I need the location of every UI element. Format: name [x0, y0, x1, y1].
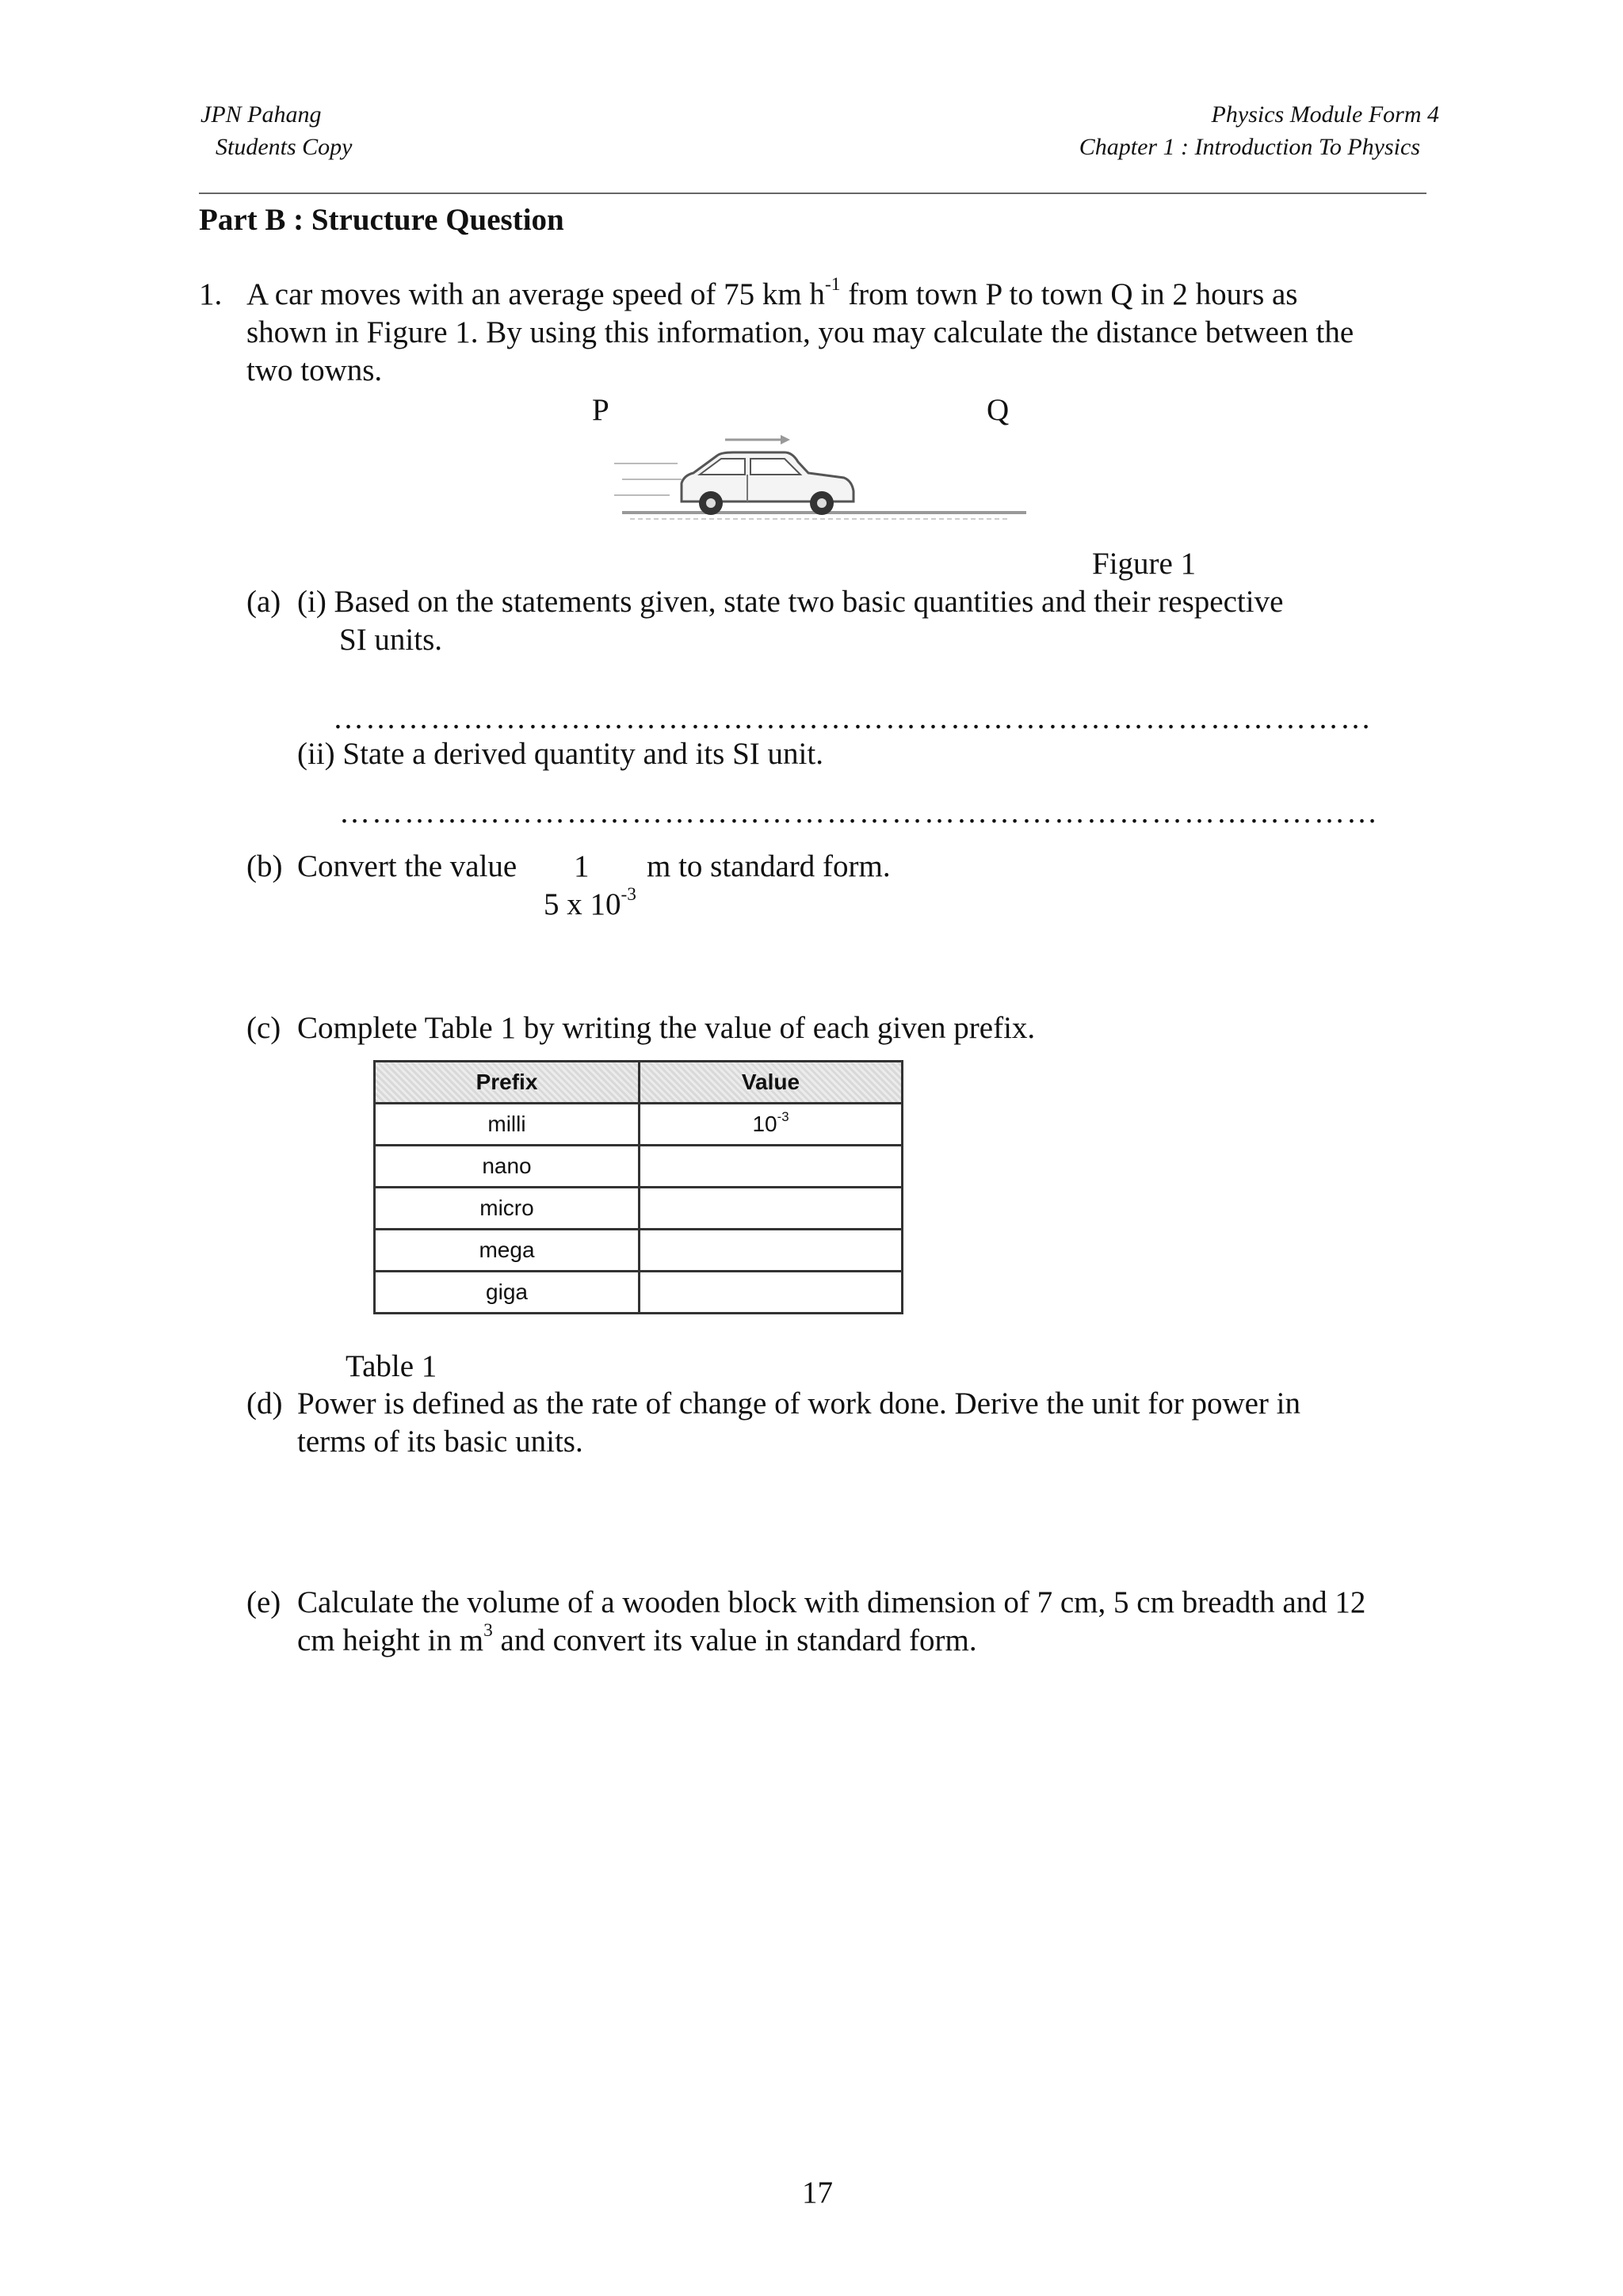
header-divider: [199, 193, 1426, 194]
part-b-denominator: 5 x $10^{-3}$: [544, 884, 636, 921]
table-caption: Table 1: [346, 1349, 437, 1383]
table-row: [375, 1188, 903, 1230]
part-e-line1: Calculate the volume of a wooden block with dimension of 7 cm, 5 cm breadth and 12: [297, 1585, 1366, 1619]
question-line1: A car moves with an average speed of 75 km $h^{-1}$ from town P to town Q in 2 hours as: [246, 274, 1298, 311]
header-right-line2: Chapter 1 : Introduction To Physics: [1079, 134, 1420, 160]
table-header-row: [375, 1062, 903, 1104]
figure-caption: Figure 1: [1092, 547, 1197, 581]
value-cell: [640, 1230, 903, 1272]
part-d-label: (d): [246, 1386, 283, 1421]
part-b-post: m to standard form.: [647, 849, 891, 883]
question-line2: shown in Figure 1. By using this information, you may calculate the distance between the: [246, 315, 1354, 349]
prefix-cell: nano: [375, 1146, 640, 1188]
part-b-label: (b): [246, 849, 283, 883]
part-a-ii-text: (ii) State a derived quantity and its SI unit.: [297, 737, 823, 771]
table-row: [375, 1230, 903, 1272]
part-a-label: (a): [246, 585, 281, 619]
column-header-value: Value: [640, 1062, 903, 1104]
part-e-label: (e): [246, 1585, 281, 1619]
header-left-line1: JPN Pahang: [200, 101, 322, 128]
table-row: [375, 1104, 903, 1146]
page-number: 17: [802, 2176, 833, 2210]
question-number: 1.: [199, 277, 223, 311]
value-cell: $10^{-3}$: [640, 1104, 903, 1146]
answer-line-a-ii: ……………………………………………………………………………………: [339, 795, 1379, 830]
question-line3: two towns.: [246, 353, 383, 387]
table-row: [375, 1146, 903, 1188]
prefix-cell: milli: [375, 1104, 640, 1146]
part-a-i-line2: SI units.: [339, 623, 443, 657]
figure-label-p: P: [592, 393, 609, 427]
section-title: Part B : Structure Question: [199, 203, 564, 237]
prefix-table: [373, 1060, 903, 1314]
header-left-line2: Students Copy: [216, 134, 353, 160]
value-cell: [640, 1272, 903, 1314]
column-header-prefix: Prefix: [375, 1062, 640, 1104]
part-d-line2: terms of its basic units.: [297, 1425, 583, 1459]
part-b-text: Convert the value: [297, 849, 517, 883]
prefix-cell: micro: [375, 1188, 640, 1230]
part-d-line1: Power is defined as the rate of change of work done. Derive the unit for power in: [297, 1386, 1300, 1421]
header-right-line1: Physics Module Form 4: [1211, 101, 1439, 128]
prefix-cell: giga: [375, 1272, 640, 1314]
figure-label-q: Q: [987, 393, 1010, 427]
car-icon: [614, 424, 1030, 535]
value-cell: [640, 1146, 903, 1188]
value-cell: [640, 1188, 903, 1230]
part-a-i-line1: (i) Based on the statements given, state two basic quantities and their respective: [297, 585, 1284, 619]
part-e-line2: cm height in $m^3$ and convert its value in standard form.: [297, 1620, 977, 1657]
part-b-numerator: 1: [574, 849, 590, 883]
prefix-cell: mega: [375, 1230, 640, 1272]
answer-line-a-i: ……………………………………………………………………………………: [333, 701, 1373, 735]
part-c-text: Complete Table 1 by writing the value of each given prefix.: [297, 1011, 1036, 1045]
part-c-label: (c): [246, 1011, 281, 1045]
table-row: [375, 1272, 903, 1314]
